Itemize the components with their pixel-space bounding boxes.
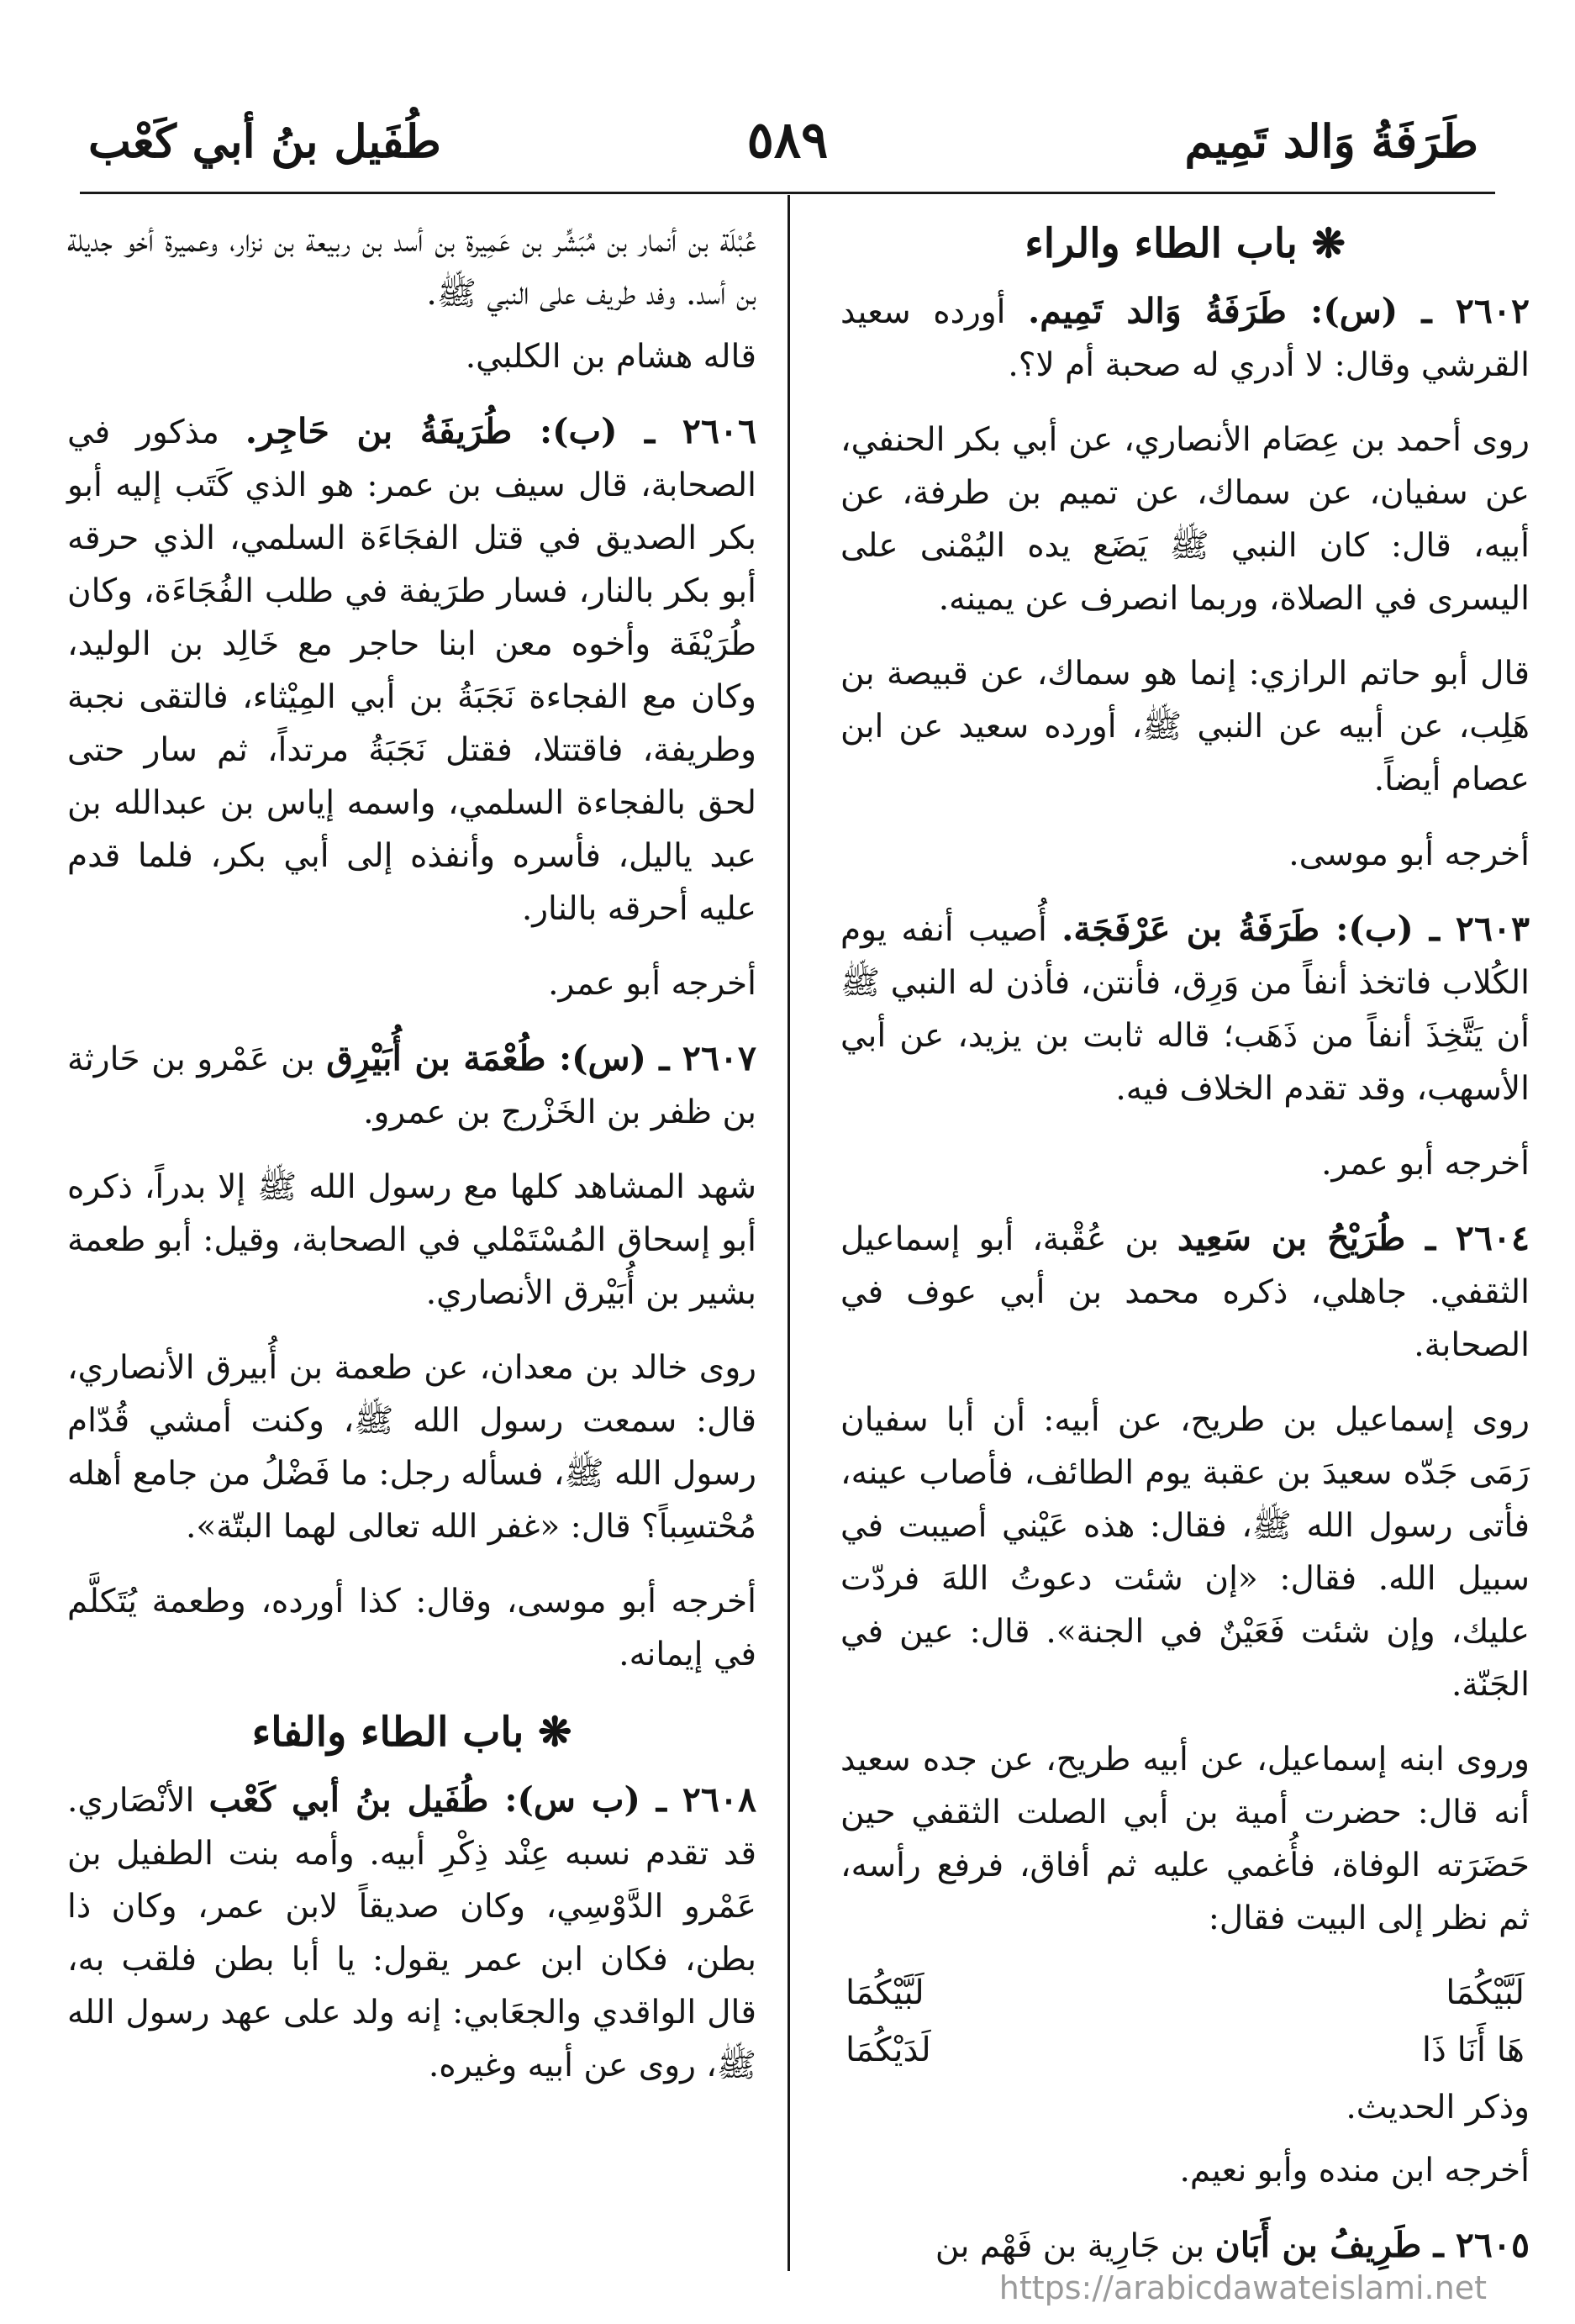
- biography-entry: [840, 285, 1530, 392]
- verse-hemistich: لَبَّيْكُمَا: [845, 1974, 924, 2012]
- paragraph: أخرجه أبو موسى، وقال: كذا أورده، وطعمة يُتَكلَّم في إيمانه.: [67, 1583, 756, 1673]
- entry-text: بن جَارِية بن فَهْم بن: [935, 2227, 1215, 2265]
- right-column: [840, 214, 1530, 2295]
- poetry-verse: [840, 1967, 1530, 2019]
- entry-text: الأنْصَاري. قد تقدم نسبه عِنْد ذِكْرِ أبيه. وأمه بنت الطفيل بن عَمْرو الدَّوْسِي، وكان صديقاً لابن عمر، وكان ذا بطن، فكان ابن عمر يقول: يا أبا بطن فلقب به، قال الواقدي والجعَابي: إنه ولد على عهد رسول الله ﷺ، روى عن أبيه وغيره.: [67, 1782, 756, 2084]
- running-header: [80, 99, 1495, 194]
- paragraph: أخرجه أبو عمر.: [548, 965, 756, 1003]
- paragraph: روى خالد بن معدان، عن طعمة بن أُبيرق الأنصاري، قال: سمعت رسول الله ﷺ، وكنت أمشي قُدّام رسول الله ﷺ، فسأله رجل: ما فَضْلُ من جامع أهله مُحْتسِباً؟ قال: «غفر الله تعالى لهما البتّة».: [67, 1349, 756, 1546]
- section-heading: ❋ باب الطاء والراء: [1025, 220, 1346, 267]
- biography-entry: [67, 1773, 756, 2092]
- paragraph: روى إسماعيل بن طريح، عن أبيه: أن أبا سفيان رَمَى جَدّه سعيدَ بن عقبة يوم الطائف، فأصاب عينه، فأتى رسول الله ﷺ، فقال: هذه عَيْني أصيبت في سبيل الله. فقال: «إن شئت دعوتُ اللهَ فردّت عليك، وإن شئت فَعَيْنٌ في الجنة». قال: عين في الجَنّة.: [840, 1401, 1530, 1704]
- biography-entry: [840, 1212, 1530, 1372]
- entry-text: بن عَمْرو بن حَارثة بن ظفر بن الخَزْرج بن عمرو.: [67, 1041, 756, 1131]
- entry-heading: ٢٦٠٧ ـ (س): طُعْمَة بن أُبَيْرِق: [326, 1038, 757, 1078]
- paragraph: قاله هشام بن الكلبي.: [465, 338, 756, 376]
- entry-text: مذكور في الصحابة، قال سيف بن عمر: هو الذي كَتَب إليه أبو بكر الصديق في قتل الفجَاءَة السلمي، الذي حرقه أبو بكر بالنار، فسار طرَيفة في طلب الفُجَاءَة، وكان طُرَيْفَة وأخوه معن ابنا حاجر مع خَالِد بن الوليد، وكان مع الفجاءة نَجَبَةُ بن أبي المِيْثاء، فالتقى نجبة وطريفة، فاقتتلا، فقتل نَجَبَةُ مرتداً، ثم سار حتى لحق بالفجاءة السلمي، واسمه إياس بن عبدالله بن عبد ياليل، فأسره وأنفذه إلى أبي بكر، فلما قدم عليه أحرقه بالنار.: [67, 414, 756, 928]
- biography-entry: [67, 405, 756, 935]
- paragraph: قال أبو حاتم الرازي: إنما هو سماك، عن قبيصة بن هَلِب، عن أبيه عن النبي ﷺ، أورده سعيد عن ابن عصام أيضاً.: [840, 655, 1530, 798]
- paragraph: عُبْلَة بن أنمار بن مُبَشِّر بن عَمِيرة بن أسد بن ربيعة بن نزار، وعميرة أخو جديلة بن أسد. وفد طريف على النبي ﷺ.: [67, 222, 756, 313]
- paragraph: أخرجه ابن منده وأبو نعيم.: [1179, 2152, 1530, 2190]
- paragraph: أخرجه أبو موسى.: [1288, 835, 1530, 873]
- left-column: [67, 214, 756, 2114]
- entry-text: أورده سعيد القرشي وقال: لا أدري له صحبة أم لا؟.: [840, 293, 1530, 384]
- entry-text: أُصيب أنفه يوم الكُلاب فاتخذ أنفاً من وَرِق، فأنتن، فأذن له النبي ﷺ أن يَتَّخِذَ أنفاً من ذَهَب؛ قاله ثابت بن يزيد، عن أبي الأسهب، وقد تقدم الخلاف فيه.: [840, 911, 1530, 1108]
- section-heading: ❋ باب الطاء والفاء: [251, 1709, 572, 1756]
- entry-heading: ٢٦٠٢ ـ (س): طَرَفَةُ وَالد تَمِيم.: [1028, 291, 1530, 331]
- header-left-title: طُفَيل بنُ أبي كَعْب: [88, 114, 441, 168]
- verse-hemistich: لَدَيْكُمَا: [845, 2031, 931, 2069]
- paragraph: شهد المشاهد كلها مع رسول الله ﷺ إلا بدراً، ذكره أبو إسحاق المُسْتَمْلي في الصحابة، وقيل: أبو طعمة بشير بن أُبَيْرق الأنصاري.: [67, 1168, 756, 1312]
- biography-entry: [840, 2219, 1530, 2273]
- paragraph: روى أحمد بن عِصَام الأنصاري، عن أبي بكر الحنفي، عن سفيان، عن سماك، عن تميم بن طرفة، عن أبيه، قال: كان النبي ﷺ يَضَع يده اليُمْنى على اليسرى في الصلاة، وربما انصرف عن يمينه.: [840, 421, 1530, 618]
- paragraph: وروى ابنه إسماعيل، عن أبيه طريح، عن جده سعيد أنه قال: حضرت أمية بن أبي الصلت الثقفي حين حَضَرَته الوفاة، فأُغمي عليه ثم أفاق، فرفع رأسه، ثم نظر إلى البيت فقال:: [840, 1741, 1530, 1937]
- verse-hemistich: هَا أَنَا ذَا: [1421, 2031, 1525, 2069]
- entry-heading: ٢٦٠٨ ـ (ب س): طُفَيل بنُ أبي كَعْب: [208, 1779, 756, 1820]
- entry-heading: ٢٦٠٤ ـ طُرَيْحُ بن سَعِيد: [1177, 1218, 1530, 1258]
- entry-heading: ٢٦٠٦ ـ (ب): طُرَيفَةُ بن حَاجِر.: [245, 411, 757, 451]
- biography-entry: [840, 903, 1530, 1115]
- paragraph: أخرجه أبو عمر.: [1321, 1145, 1530, 1183]
- page-number: ٥٨٩: [746, 111, 829, 170]
- entry-text: بن عُقْبة، أبو إسماعيل الثقفي. جاهلي، ذكره محمد بن أبي عوف في الصحابة.: [840, 1220, 1530, 1364]
- paragraph: وذكر الحديث.: [1346, 2089, 1530, 2126]
- column-divider: [788, 195, 790, 2271]
- verse-hemistich: لَبَّيْكُمَا: [1446, 1974, 1525, 2012]
- entry-heading: ٢٦٠٥ ـ طَرِيفُ بن أَبَان: [1214, 2225, 1530, 2265]
- entry-heading: ٢٦٠٣ ـ (ب): طَرَفَةُ بن عَرْفَجَة.: [1061, 909, 1530, 949]
- header-right-title: طَرَفَةُ وَالد تَمِيم: [1184, 114, 1478, 168]
- watermark-url: https://arabicdawateislami.net: [998, 2269, 1487, 2306]
- poetry-verse: [840, 2024, 1530, 2076]
- biography-entry: [67, 1032, 756, 1139]
